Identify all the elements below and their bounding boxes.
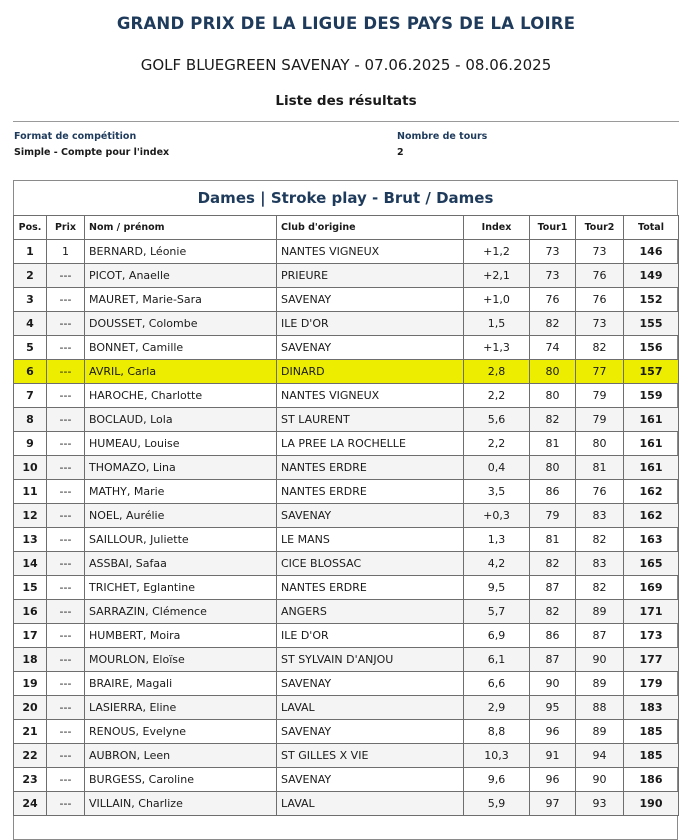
cell-prix: --- — [47, 288, 85, 312]
cell-pos: 15 — [14, 576, 47, 600]
cell-total: 149 — [624, 264, 679, 288]
table-row — [14, 288, 679, 312]
cell-club: NANTES VIGNEUX — [277, 240, 464, 264]
cell-tour2: 82 — [576, 576, 624, 600]
cell-club: SAVENAY — [277, 720, 464, 744]
cell-club: ST LAURENT — [277, 408, 464, 432]
cell-tour1: 82 — [530, 408, 576, 432]
cell-name: BONNET, Camille — [85, 336, 277, 360]
cell-prix: --- — [47, 312, 85, 336]
cell-tour2: 83 — [576, 552, 624, 576]
table-row — [14, 768, 679, 792]
col-total-header: Total — [624, 216, 679, 240]
cell-tour1: 73 — [530, 264, 576, 288]
cell-pos: 8 — [14, 408, 47, 432]
cell-total: 179 — [624, 672, 679, 696]
cell-index: 6,1 — [464, 648, 530, 672]
cell-tour1: 86 — [530, 624, 576, 648]
cell-name: AVRIL, Carla — [85, 360, 277, 384]
cell-index: +2,1 — [464, 264, 530, 288]
cell-prix: --- — [47, 696, 85, 720]
cell-total: 161 — [624, 456, 679, 480]
results-body — [14, 240, 679, 816]
cell-club: ST SYLVAIN D'ANJOU — [277, 648, 464, 672]
table-row — [14, 504, 679, 528]
cell-tour1: 82 — [530, 552, 576, 576]
cell-tour2: 76 — [576, 288, 624, 312]
cell-tour2: 73 — [576, 240, 624, 264]
col-index-header: Index — [464, 216, 530, 240]
cell-club: NANTES ERDRE — [277, 480, 464, 504]
cell-total: 155 — [624, 312, 679, 336]
cell-tour2: 89 — [576, 600, 624, 624]
cell-total: 161 — [624, 408, 679, 432]
cell-tour2: 79 — [576, 384, 624, 408]
cell-prix: --- — [47, 648, 85, 672]
cell-prix: --- — [47, 768, 85, 792]
cell-tour1: 96 — [530, 768, 576, 792]
cell-index: +1,2 — [464, 240, 530, 264]
cell-name: BURGESS, Caroline — [85, 768, 277, 792]
cell-prix: --- — [47, 360, 85, 384]
cell-tour2: 81 — [576, 456, 624, 480]
cell-pos: 23 — [14, 768, 47, 792]
cell-total: 156 — [624, 336, 679, 360]
cell-club: SAVENAY — [277, 672, 464, 696]
cell-index: 2,9 — [464, 696, 530, 720]
cell-index: 5,7 — [464, 600, 530, 624]
cell-name: ASSBAI, Safaa — [85, 552, 277, 576]
cell-prix: --- — [47, 336, 85, 360]
cell-tour1: 87 — [530, 648, 576, 672]
cell-tour1: 81 — [530, 528, 576, 552]
cell-tour1: 74 — [530, 336, 576, 360]
cell-total: 161 — [624, 432, 679, 456]
cell-index: 1,5 — [464, 312, 530, 336]
cell-name: MATHY, Marie — [85, 480, 277, 504]
cell-prix: --- — [47, 408, 85, 432]
cell-tour1: 82 — [530, 312, 576, 336]
cell-pos: 22 — [14, 744, 47, 768]
cell-club: PRIEURE — [277, 264, 464, 288]
cell-total: 165 — [624, 552, 679, 576]
cell-name: HUMEAU, Louise — [85, 432, 277, 456]
cell-club: LE MANS — [277, 528, 464, 552]
cell-club: ST GILLES X VIE — [277, 744, 464, 768]
cell-prix: --- — [47, 720, 85, 744]
cell-prix: --- — [47, 456, 85, 480]
cell-tour1: 76 — [530, 288, 576, 312]
table-row — [14, 672, 679, 696]
cell-tour1: 95 — [530, 696, 576, 720]
cell-prix: --- — [47, 624, 85, 648]
table-row — [14, 312, 679, 336]
venue-dates: GOLF BLUEGREEN SAVENAY - 07.06.2025 - 08.06.2025 — [140, 56, 552, 74]
cell-pos: 9 — [14, 432, 47, 456]
table-row — [14, 576, 679, 600]
list-title: Liste des résultats — [275, 93, 417, 109]
cell-tour2: 83 — [576, 504, 624, 528]
table-row — [14, 624, 679, 648]
table-row — [14, 792, 679, 816]
col-name-header: Nom / prénom — [85, 216, 277, 240]
table-row — [14, 552, 679, 576]
cell-club: SAVENAY — [277, 288, 464, 312]
cell-prix: --- — [47, 744, 85, 768]
cell-total: 171 — [624, 600, 679, 624]
cell-prix: --- — [47, 480, 85, 504]
cell-index: 5,6 — [464, 408, 530, 432]
table-row — [14, 600, 679, 624]
cell-tour1: 97 — [530, 792, 576, 816]
cell-name: DOUSSET, Colombe — [85, 312, 277, 336]
cell-tour2: 80 — [576, 432, 624, 456]
cell-pos: 2 — [14, 264, 47, 288]
cell-tour1: 81 — [530, 432, 576, 456]
cell-club: NANTES ERDRE — [277, 576, 464, 600]
cell-name: THOMAZO, Lina — [85, 456, 277, 480]
cell-total: 186 — [624, 768, 679, 792]
cell-tour2: 79 — [576, 408, 624, 432]
cell-club: LA PREE LA ROCHELLE — [277, 432, 464, 456]
cell-prix: --- — [47, 528, 85, 552]
cell-pos: 21 — [14, 720, 47, 744]
cell-pos: 6 — [14, 360, 47, 384]
cell-total: 159 — [624, 384, 679, 408]
cell-pos: 18 — [14, 648, 47, 672]
table-row — [14, 528, 679, 552]
table-row — [14, 456, 679, 480]
cell-club: ILE D'OR — [277, 624, 464, 648]
cell-total: 146 — [624, 240, 679, 264]
cell-club: SAVENAY — [277, 768, 464, 792]
cell-tour2: 89 — [576, 720, 624, 744]
cell-name: BRAIRE, Magali — [85, 672, 277, 696]
cell-pos: 4 — [14, 312, 47, 336]
cell-index: 2,2 — [464, 384, 530, 408]
table-row — [14, 480, 679, 504]
cell-club: SAVENAY — [277, 336, 464, 360]
cell-index: 4,2 — [464, 552, 530, 576]
cell-tour1: 73 — [530, 240, 576, 264]
cell-index: 5,9 — [464, 792, 530, 816]
cell-index: 2,8 — [464, 360, 530, 384]
table-row — [14, 432, 679, 456]
cell-total: 162 — [624, 480, 679, 504]
cell-total: 152 — [624, 288, 679, 312]
cell-club: SAVENAY — [277, 504, 464, 528]
cell-name: BERNARD, Léonie — [85, 240, 277, 264]
cell-tour1: 87 — [530, 576, 576, 600]
cell-pos: 17 — [14, 624, 47, 648]
col-tour2-header: Tour2 — [576, 216, 624, 240]
col-club-header: Club d'origine — [277, 216, 464, 240]
col-pos-header: Pos. — [14, 216, 47, 240]
cell-index: 9,6 — [464, 768, 530, 792]
cell-pos: 13 — [14, 528, 47, 552]
cell-club: LAVAL — [277, 696, 464, 720]
header-divider — [13, 121, 679, 122]
table-row — [14, 240, 679, 264]
cell-club: ILE D'OR — [277, 312, 464, 336]
cell-name: VILLAIN, Charlize — [85, 792, 277, 816]
table-row — [14, 360, 679, 384]
cell-index: +1,0 — [464, 288, 530, 312]
cell-index: 6,9 — [464, 624, 530, 648]
cell-index: 10,3 — [464, 744, 530, 768]
cell-tour2: 88 — [576, 696, 624, 720]
cell-prix: --- — [47, 432, 85, 456]
cell-total: 169 — [624, 576, 679, 600]
cell-prix: --- — [47, 600, 85, 624]
table-row — [14, 264, 679, 288]
cell-total: 185 — [624, 720, 679, 744]
results-panel — [13, 180, 678, 840]
table-row — [14, 408, 679, 432]
cell-total: 157 — [624, 360, 679, 384]
cell-name: MAURET, Marie-Sara — [85, 288, 277, 312]
cell-pos: 1 — [14, 240, 47, 264]
cell-name: LASIERRA, Eline — [85, 696, 277, 720]
header-row — [14, 216, 679, 240]
cell-pos: 5 — [14, 336, 47, 360]
cell-prix: --- — [47, 264, 85, 288]
table-row — [14, 744, 679, 768]
cell-pos: 19 — [14, 672, 47, 696]
cell-prix: --- — [47, 792, 85, 816]
cell-index: 3,5 — [464, 480, 530, 504]
cell-tour2: 93 — [576, 792, 624, 816]
cell-name: HAROCHE, Charlotte — [85, 384, 277, 408]
cell-name: BOCLAUD, Lola — [85, 408, 277, 432]
cell-total: 163 — [624, 528, 679, 552]
cell-tour2: 76 — [576, 264, 624, 288]
cell-name: NOEL, Aurélie — [85, 504, 277, 528]
cell-tour1: 80 — [530, 360, 576, 384]
cell-club: NANTES ERDRE — [277, 456, 464, 480]
cell-name: RENOUS, Evelyne — [85, 720, 277, 744]
cell-name: MOURLON, Eloïse — [85, 648, 277, 672]
cell-index: 1,3 — [464, 528, 530, 552]
cell-name: PICOT, Anaelle — [85, 264, 277, 288]
cell-pos: 3 — [14, 288, 47, 312]
col-prix-header: Prix — [47, 216, 85, 240]
cell-tour1: 96 — [530, 720, 576, 744]
cell-total: 177 — [624, 648, 679, 672]
cell-name: SAILLOUR, Juliette — [85, 528, 277, 552]
cell-tour1: 79 — [530, 504, 576, 528]
cell-name: AUBRON, Leen — [85, 744, 277, 768]
cell-prix: --- — [47, 552, 85, 576]
cell-tour2: 77 — [576, 360, 624, 384]
cell-tour2: 87 — [576, 624, 624, 648]
cell-tour2: 90 — [576, 768, 624, 792]
cell-tour2: 73 — [576, 312, 624, 336]
cell-club: ANGERS — [277, 600, 464, 624]
format-value: Simple - Compte pour l'index — [14, 147, 170, 158]
rounds-value: 2 — [397, 147, 404, 158]
cell-total: 183 — [624, 696, 679, 720]
cell-club: NANTES VIGNEUX — [277, 384, 464, 408]
cell-prix: --- — [47, 672, 85, 696]
cell-tour2: 94 — [576, 744, 624, 768]
cell-pos: 20 — [14, 696, 47, 720]
cell-tour2: 82 — [576, 336, 624, 360]
category-title: Dames | Stroke play - Brut / Dames — [197, 189, 494, 207]
table-row — [14, 696, 679, 720]
cell-tour1: 90 — [530, 672, 576, 696]
cell-total: 190 — [624, 792, 679, 816]
cell-tour1: 80 — [530, 384, 576, 408]
cell-pos: 12 — [14, 504, 47, 528]
cell-total: 173 — [624, 624, 679, 648]
cell-prix: 1 — [47, 240, 85, 264]
competition-title: GRAND PRIX DE LA LIGUE DES PAYS DE LA LOIRE — [116, 14, 576, 33]
cell-index: 9,5 — [464, 576, 530, 600]
cell-total: 162 — [624, 504, 679, 528]
cell-index: +0,3 — [464, 504, 530, 528]
cell-club: LAVAL — [277, 792, 464, 816]
col-tour1-header: Tour1 — [530, 216, 576, 240]
cell-name: HUMBERT, Moira — [85, 624, 277, 648]
cell-tour1: 91 — [530, 744, 576, 768]
results-table — [13, 215, 679, 816]
cell-tour2: 76 — [576, 480, 624, 504]
cell-prix: --- — [47, 504, 85, 528]
cell-club: CICE BLOSSAC — [277, 552, 464, 576]
cell-tour2: 90 — [576, 648, 624, 672]
cell-pos: 11 — [14, 480, 47, 504]
cell-index: 6,6 — [464, 672, 530, 696]
cell-pos: 10 — [14, 456, 47, 480]
cell-index: 8,8 — [464, 720, 530, 744]
cell-pos: 16 — [14, 600, 47, 624]
cell-total: 185 — [624, 744, 679, 768]
cell-tour2: 89 — [576, 672, 624, 696]
cell-pos: 24 — [14, 792, 47, 816]
cell-club: DINARD — [277, 360, 464, 384]
cell-index: 2,2 — [464, 432, 530, 456]
cell-tour1: 86 — [530, 480, 576, 504]
cell-prix: --- — [47, 576, 85, 600]
cell-tour2: 82 — [576, 528, 624, 552]
table-row — [14, 336, 679, 360]
cell-name: TRICHET, Eglantine — [85, 576, 277, 600]
table-row — [14, 648, 679, 672]
cell-index: 0,4 — [464, 456, 530, 480]
cell-pos: 14 — [14, 552, 47, 576]
cell-prix: --- — [47, 384, 85, 408]
cell-name: SARRAZIN, Clémence — [85, 600, 277, 624]
cell-index: +1,3 — [464, 336, 530, 360]
table-row — [14, 384, 679, 408]
cell-tour1: 80 — [530, 456, 576, 480]
table-row — [14, 720, 679, 744]
cell-tour1: 82 — [530, 600, 576, 624]
format-label: Format de compétition — [14, 131, 137, 142]
rounds-label: Nombre de tours — [397, 131, 488, 142]
cell-pos: 7 — [14, 384, 47, 408]
